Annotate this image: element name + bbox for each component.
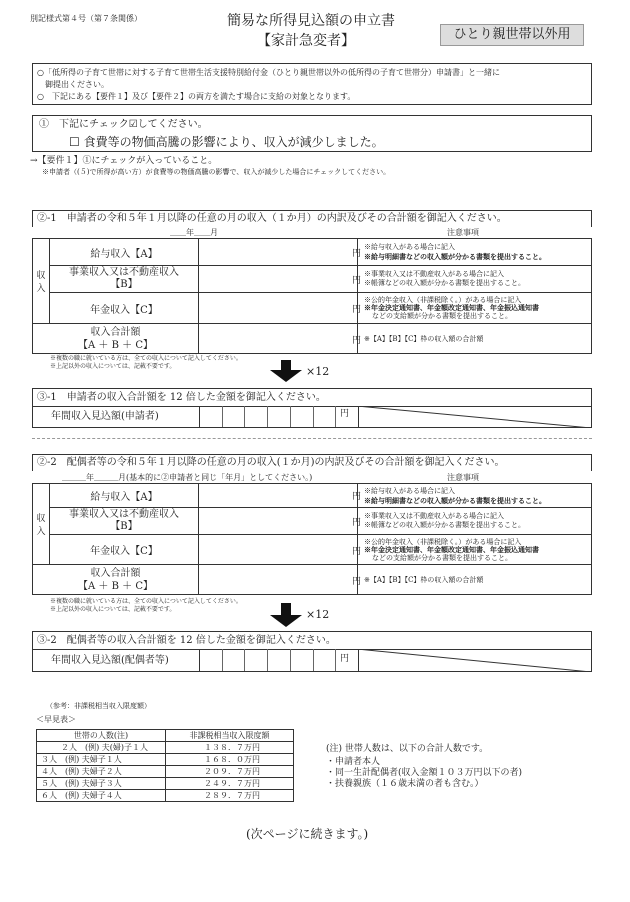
intro-box — [32, 63, 592, 105]
section-2-1-heading: ②-1 申請者の令和５年１月以降の任意の月の収入（１か月）の内訳及びその合計額を御記入ください。 — [37, 213, 507, 224]
annual-income-spouse-label: 年間収入見込額(配偶者等) — [51, 655, 169, 666]
yen-unit: 円 — [340, 654, 350, 664]
spouse-pension-income-label: 年金収入【C】 — [50, 535, 199, 565]
annual-income-applicant-field[interactable] — [199, 406, 359, 427]
section-3-2-heading: ③-2 配偶者等の収入合計額を 12 倍した金額を御記入ください。 — [37, 635, 336, 646]
business-income-field[interactable] — [199, 266, 361, 293]
multiplier-2: ×12 — [306, 608, 330, 621]
yen-unit: 円 — [351, 547, 361, 557]
spouse-business-income-label: 事業収入又は不動産収入 【B】 — [50, 508, 199, 535]
yen-unit: 円 — [351, 305, 361, 315]
section-2-2-table — [32, 483, 592, 595]
down-arrow-icon — [281, 603, 291, 615]
down-arrow-icon — [281, 360, 291, 370]
yen-unit: 円 — [340, 409, 350, 419]
reference-heading: （参考：非課税相当収入限度額） — [46, 702, 151, 710]
annual-income-applicant-label: 年間収入見込額(申請者) — [51, 411, 159, 422]
total-note: ※【A】【B】【C】枠の収入額の合計額 — [358, 324, 592, 354]
spouse-total-income-field[interactable] — [199, 565, 361, 595]
page-title: 簡易な所得見込額の申立書 — [227, 13, 395, 29]
salary-income-field[interactable] — [199, 239, 361, 266]
section-divider — [32, 438, 592, 439]
household-note-2: ・同一生計配偶者(収入金額１０３万円以下の者) — [326, 768, 523, 778]
yen-unit: 円 — [351, 276, 361, 286]
section-2-2-foot-1: ※複数の職に就いている方は、全ての収入について記入してください。 — [50, 598, 242, 605]
spouse-salary-income-field[interactable] — [199, 484, 361, 508]
down-arrow-head-icon — [270, 370, 302, 382]
form-number: 別記様式第４号（第７条関係） — [30, 14, 142, 23]
yen-unit: 円 — [351, 518, 361, 528]
spouse-salary-note: ※給与収入がある場合に記入 ※給与明細書などの収入額が分かる書類を提出すること。 — [358, 484, 592, 508]
diagonal-strike — [357, 649, 591, 672]
business-note: ※事業収入又は不動産収入がある場合に記入 ※帳簿などの収入額が分かる書類を提出すること。 — [358, 266, 592, 293]
spouse-pension-income-field[interactable] — [199, 535, 361, 565]
spouse-business-income-field[interactable] — [199, 508, 361, 535]
section-3-2-box — [32, 631, 592, 672]
total-income-field[interactable] — [199, 324, 361, 354]
section-2-2-notes-header: 注意事項 — [447, 473, 479, 482]
page-subtitle: 【家計急変者】 — [257, 33, 355, 49]
section-2-1-header — [32, 210, 592, 227]
pension-income-label: 年金収入【C】 — [50, 293, 199, 324]
table-row: ２人 (例) 夫(婦)子１人 １３８．７万円 — [37, 742, 294, 754]
section-2-1-table — [32, 238, 592, 354]
section-2-1-foot-1: ※複数の職に就いている方は、全ての収入について記入してください。 — [50, 355, 242, 362]
table-row: ６人 (例) 夫婦子４人 ２８９．７万円 — [37, 790, 294, 802]
section-2-2-foot-2: ※上記以外の収入については、記載不要です。 — [50, 606, 176, 613]
salary-note: ※給与収入がある場合に記入 ※給与明細書などの収入額が分かる書類を提出すること。 — [358, 239, 592, 266]
household-note-1: ・申請者本人 — [326, 757, 381, 767]
section-2-2-heading: ②-2 配偶者等の令和５年１月以降の任意の月の収入(１か月)の内訳及びその合計額を御記入ください。 — [37, 457, 505, 468]
reference-col-people: 世帯の人数(注) — [37, 730, 166, 742]
section-2-2-header — [32, 454, 592, 471]
annual-income-spouse-field[interactable] — [199, 649, 359, 671]
diagonal-strike — [357, 406, 591, 428]
table-row: ５人 (例) 夫婦子３人 ２４９．７万円 — [37, 778, 294, 790]
continued-note: (次ページに続きます。) — [246, 827, 369, 841]
pension-income-field[interactable] — [199, 293, 361, 324]
salary-income-label: 給与収入【A】 — [50, 239, 199, 266]
requirement-1-subnote: ※申請者（(５)で所得が高い方）が食費等の物価高騰の影響で、収入が減少した場合にチェックしてください。 — [42, 168, 391, 176]
yen-unit: 円 — [351, 492, 361, 502]
table-row: ４人 (例) 夫婦子２人 ２０９．７万円 — [37, 766, 294, 778]
section-2-1-month: ＿＿年＿＿月 — [170, 228, 218, 237]
business-income-label: 事業収入又は不動産収入 【B】 — [50, 266, 199, 293]
reference-table — [36, 729, 294, 802]
price-hike-checkbox[interactable]: ☐ 食費等の物価高騰の影響により、収入が減少しました。 — [69, 135, 384, 149]
intro-line-1: ○「低所得の子育て世帯に対する子育て世帯生活支援特別給付金（ひとり親世帯以外の低所得の子育て世帯分）申請書」と一緒に — [37, 68, 500, 77]
yen-unit: 円 — [351, 577, 361, 587]
household-type-badge: ひとり親世帯以外用 — [440, 24, 584, 46]
intro-line-3: ○ 下記にある【要件１】及び【要件２】の両方を満たす場合に支給の対象となります。 — [37, 92, 356, 101]
total-income-label: 収入合計額 【A ＋ B ＋ C】 — [33, 324, 199, 354]
household-note-3: ・扶養親族（１６歳未満の者も含む。） — [326, 779, 484, 789]
income-side-label: 収入 — [33, 484, 50, 565]
income-side-label: 収入 — [33, 239, 50, 324]
spouse-salary-income-label: 給与収入【A】 — [50, 484, 199, 508]
requirement-1-box — [32, 115, 592, 152]
section-2-2-month: ＿＿＿年＿＿＿月(基本的に②申請者と同じ「年月」としてください。) — [62, 473, 313, 482]
reference-subheading: ＜早見表＞ — [36, 715, 76, 724]
section-3-1-heading: ③-1 申請者の収入合計額を 12 倍した金額を御記入ください。 — [37, 392, 326, 403]
yen-unit: 円 — [351, 336, 361, 346]
spouse-business-note: ※事業収入又は不動産収入がある場合に記入 ※帳簿などの収入額が分かる書類を提出すること。 — [358, 508, 592, 535]
intro-line-2: 御提出ください。 — [45, 80, 109, 89]
spouse-total-income-label: 収入合計額 【A ＋ B ＋ C】 — [33, 565, 199, 595]
spouse-total-note: ※【A】【B】【C】枠の収入額の合計額 — [358, 565, 592, 595]
table-row: ３人 (例) 夫婦子１人 １６８．０万円 — [37, 754, 294, 766]
section-3-1-box — [32, 388, 592, 428]
multiplier-1: ×12 — [306, 365, 330, 378]
requirement-1-heading: ① 下記にチェック☑してください。 — [39, 119, 208, 130]
requirement-1-note: →【要件１】①にチェックが入っていること。 — [30, 156, 218, 166]
pension-note: ※公的年金収入（非課税除く。）がある場合に記入 ※年金決定通知書、年金額改定通知書、年金振込通知書 などの支給額が分かる書類を提出すること。 — [358, 293, 592, 324]
spouse-pension-note: ※公的年金収入（非課税除く。）がある場合に記入 ※年金決定通知書、年金額改定通知書、年金振込通知書 などの支給額が分かる書類を提出すること。 — [358, 535, 592, 565]
yen-unit: 円 — [351, 249, 361, 259]
section-2-1-notes-header: 注意事項 — [447, 228, 479, 237]
down-arrow-head-icon — [270, 615, 302, 627]
household-note-heading: (注) 世帯人数は、以下の合計人数です。 — [326, 744, 489, 754]
reference-col-limit: 非課税相当収入限度額 — [166, 730, 294, 742]
section-2-1-foot-2: ※上記以外の収入については、記載不要です。 — [50, 363, 176, 370]
